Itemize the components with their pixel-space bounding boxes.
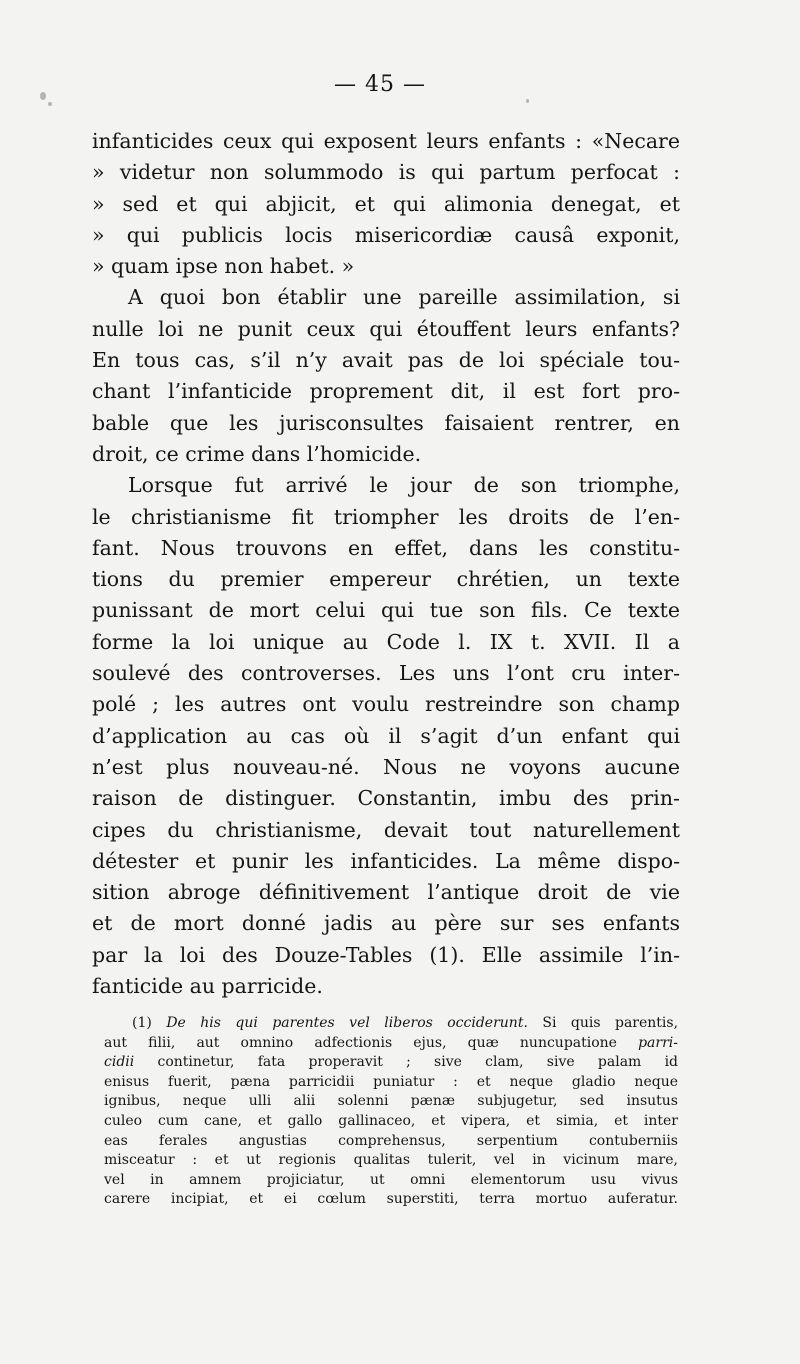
body-line: détester et punir les infanticides. La même dispo- xyxy=(92,848,680,873)
body-line: » quam ipse non habet. » xyxy=(92,254,355,279)
body-line: En tous cas, s’il n’y avait pas de loi spéciale tou- xyxy=(92,348,680,373)
page-number: — 45 — xyxy=(334,72,426,97)
body-text xyxy=(92,126,680,1002)
body-line: infanticides ceux qui exposent leurs enfants : «Necare xyxy=(92,129,680,153)
body-line: punissant de mort celui qui tue son fils. Ce texte xyxy=(92,598,680,623)
body-line: par la loi des Douze-Tables (1). Elle assimile l’in- xyxy=(92,942,680,967)
body-line: le christianisme fit triompher les droits de l’en- xyxy=(92,504,680,529)
paper-speck xyxy=(526,99,529,103)
footnote-line: culeo cum cane, et gallo gallinaceo, et vipera, et simia, et inter xyxy=(104,1112,678,1129)
footnote-text: continetur, fata properavit ; sive clam, sive palam id xyxy=(157,1054,679,1071)
body-line: fant. Nous trouvons en effet, dans les constitu- xyxy=(92,535,680,560)
footnote-text: Si quis parentis, xyxy=(542,1015,679,1031)
footnote-line: misceatur : et ut regionis qualitas tulerit, vel in vicinum mare, xyxy=(104,1152,678,1169)
footnote-italic: cidii xyxy=(104,1054,135,1071)
body-line: n’est plus nouveau-né. Nous ne voyons aucune xyxy=(92,754,680,779)
footnote-title: De his qui parentes vel liberos occiderunt. xyxy=(166,1015,528,1031)
footnote-line xyxy=(104,1034,678,1054)
body-line: et de mort donné jadis au père sur ses enfants xyxy=(92,911,680,936)
body-line: A quoi bon établir une pareille assimilation, si xyxy=(128,285,680,310)
body-line: forme la loi unique au Code l. IX t. XVII. Il a xyxy=(92,629,680,654)
footnote-line xyxy=(104,1053,678,1073)
footnote-line: eas ferales angustias comprehensus, serpentium contuberniis xyxy=(104,1132,678,1149)
body-line: soulevé des controverses. Les uns l’ont cru inter- xyxy=(92,661,680,686)
paper-speck xyxy=(48,102,52,106)
body-line: chant l’infanticide proprement dit, il est fort pro- xyxy=(92,379,680,404)
paper-speck xyxy=(40,92,46,100)
footnote-line: vel in amnem projiciatur, ut omni elementorum usu vivus xyxy=(104,1171,678,1188)
body-line: Lorsque fut arrivé le jour de son triomphe, xyxy=(128,473,680,498)
body-line: fanticide au parricide. xyxy=(92,974,323,999)
footnote xyxy=(104,1014,678,1210)
footnote-line: ignibus, neque ulli alii solenni pænæ subjugetur, sed insutus xyxy=(104,1093,678,1110)
body-line: » sed et qui abjicit, et qui alimonia denegat, et xyxy=(92,191,680,216)
body-line: raison de distinguer. Constantin, imbu des prin- xyxy=(92,786,680,811)
footnote-marker: (1) xyxy=(132,1015,152,1031)
footnote-line xyxy=(104,1014,678,1034)
body-line: nulle loi ne punit ceux qui étouffent leurs enfants? xyxy=(92,316,680,341)
body-line: polé ; les autres ont voulu restreindre son champ xyxy=(92,692,680,717)
body-line: » videtur non solummodo is qui partum perfocat : xyxy=(92,160,680,185)
body-line: sition abroge définitivement l’antique droit de vie xyxy=(92,880,680,905)
footnote-line: enisus fuerit, pæna parricidii puniatur : et neque gladio neque xyxy=(104,1073,678,1090)
body-line: d’application au cas où il s’agit d’un enfant qui xyxy=(92,723,680,748)
body-line: bable que les jurisconsultes faisaient rentrer, en xyxy=(92,410,680,435)
footnote-italic: parri- xyxy=(638,1034,678,1051)
body-line: cipes du christianisme, devait tout naturellement xyxy=(92,817,680,842)
body-line: tions du premier empereur chrétien, un texte xyxy=(92,567,680,592)
footnote-line: carere incipiat, et ei cœlum superstiti, terra mortuo auferatur. xyxy=(104,1191,678,1208)
footnote-text: aut filii, aut omnino adfectionis ejus, quæ nuncupatione xyxy=(104,1034,617,1051)
body-line: droit, ce crime dans l’homicide. xyxy=(92,441,422,466)
body-line: » qui publicis locis misericordiæ causâ exponit, xyxy=(92,222,680,247)
